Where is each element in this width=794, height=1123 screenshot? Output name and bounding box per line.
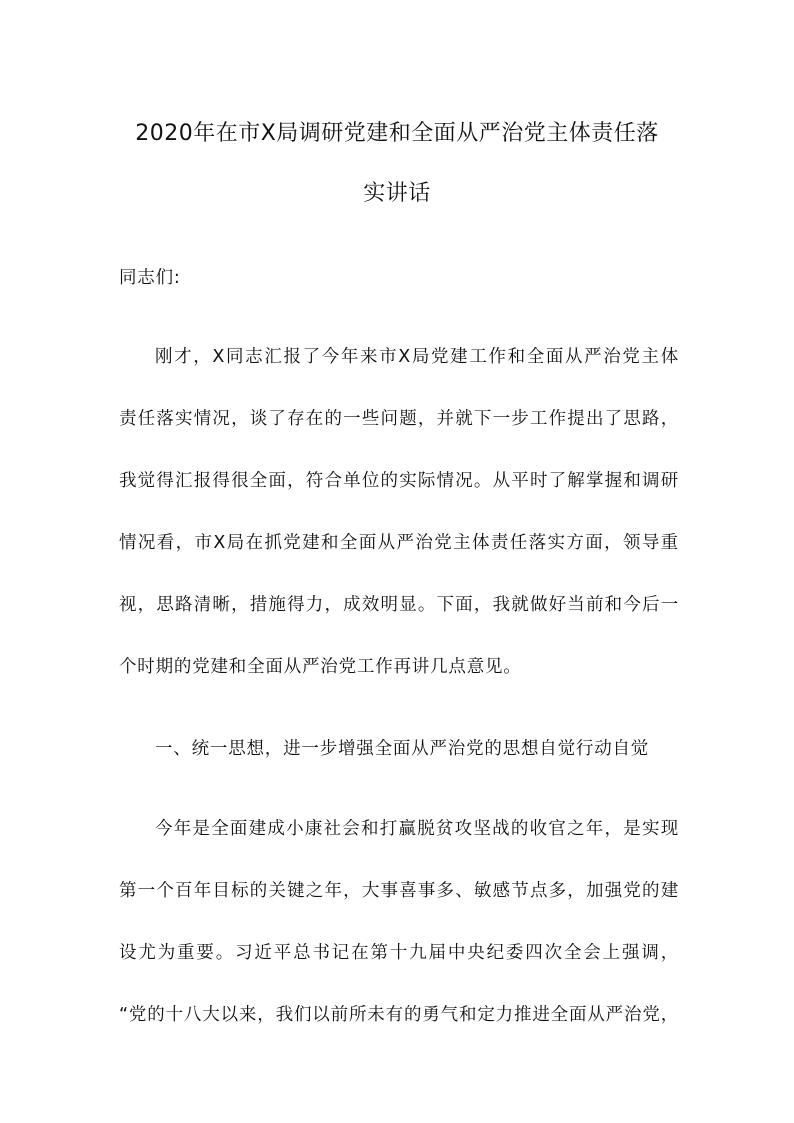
section-heading: 一、统一思想，进一步增强全面从严治党的思想自觉行动自觉 — [155, 739, 650, 759]
paragraph-line: “党的十八大以来，我们以前所未有的勇气和定力推进全面从严治党， — [119, 1005, 679, 1025]
paragraph-line: 设尤为重要。习近平总书记在第十九届中央纪委四次全会上强调， — [119, 943, 679, 963]
paragraph-line: 今年是全面建成小康社会和打赢脱贫攻坚战的收官之年，是实现 — [155, 819, 679, 839]
paragraph-line: 第一个百年目标的关键之年，大事喜事多、敏感节点多，加强党的建 — [119, 881, 679, 901]
document-title-line-1: 2020年在市X局调研党建和全面从严治党主体责任落 — [135, 121, 659, 146]
paragraph-line: 视，思路清晰，措施得力，成效明显。下面，我就做好当前和今后一 — [119, 595, 679, 615]
salutation: 同志们: — [119, 268, 181, 288]
paragraph-line: 责任落实情况，谈了存在的一些问题，并就下一步工作提出了思路， — [119, 409, 679, 429]
paragraph-line: 刚才，X同志汇报了今年来市X局党建工作和全面从严治党主体 — [155, 347, 679, 367]
paragraph-line: 个时期的党建和全面从严治党工作再讲几点意见。 — [119, 657, 522, 677]
paragraph-line: 我觉得汇报得很全面，符合单位的实际情况。从平时了解掌握和调研 — [119, 471, 679, 491]
paragraph-line: 情况看，市X局在抓党建和全面从严治党主体责任落实方面，领导重 — [119, 533, 679, 553]
document-title-line-2: 实讲话 — [363, 181, 431, 206]
